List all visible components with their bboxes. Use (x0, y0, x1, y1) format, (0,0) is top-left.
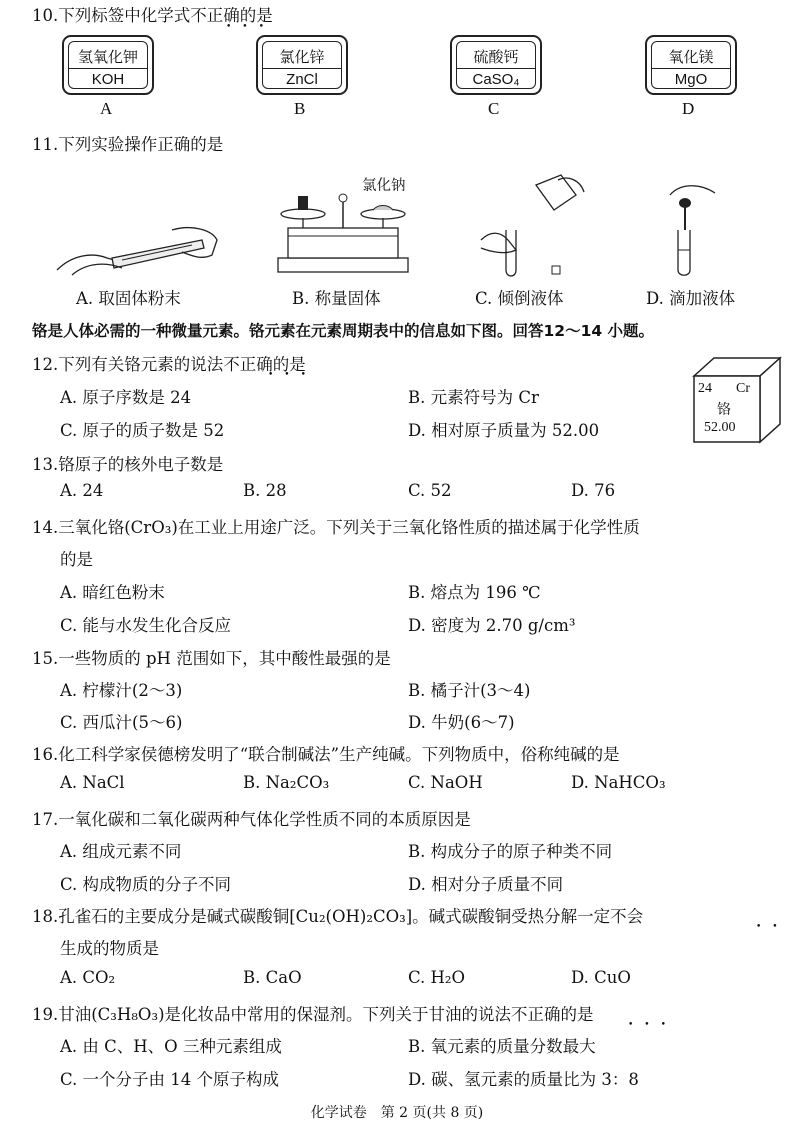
option-letter-b: B (294, 99, 306, 118)
q16-option-b: B. Na₂CO₃ (243, 773, 330, 792)
q18-option-d: D. CuO (571, 968, 631, 987)
pour-liquid-illustration (476, 170, 596, 280)
q19-option-b: B. 氧元素的质量分数最大 (408, 1037, 596, 1056)
q17-option-d: D. 相对分子质量不同 (408, 875, 564, 894)
atomic-mass: 52.00 (704, 420, 736, 435)
question-16-stem: 16.化工科学家侯德榜发明了“联合制碱法”生产纯碱。下列物质中，俗称纯碱的是 (32, 745, 620, 764)
q15-option-b: B. 橘子汁(3～4) (408, 681, 531, 700)
q17-option-c: C. 构成物质的分子不同 (60, 875, 232, 894)
q12-option-a: A. 原子序数是 24 (60, 388, 192, 407)
question-18-stem: 18.孔雀石的主要成分是碱式碳酸铜[Cu₂(OH)₂CO₃]。碱式碳酸铜受热分解一定不会 (32, 907, 644, 926)
q14-option-d: D. 密度为 2.70 g/cm³ (408, 616, 576, 635)
q14-option-a: A. 暗红色粉末 (60, 583, 165, 602)
balance-label: 氯化钠 (362, 178, 406, 194)
option-letter-a: A (100, 99, 113, 118)
q11-option-b: B. 称量固体 (292, 289, 381, 308)
option-letter-c: C (488, 99, 500, 118)
q12-option-c: C. 原子的质子数是 52 (60, 421, 225, 440)
label-b: 氯化锌 ZnCl (256, 35, 348, 95)
q16-option-d: D. NaHCO₃ (571, 773, 666, 792)
q16-option-a: A. NaCl (60, 773, 125, 792)
q19-option-a: A. 由 C、H、O 三种元素组成 (60, 1037, 282, 1056)
emphasis-dot-marks: ••• (226, 22, 275, 32)
label-c: 硫酸钙 CaSO₄ (450, 35, 542, 95)
emphasis-dot-marks: ••• (268, 370, 317, 380)
atomic-number: 24 (698, 381, 712, 396)
emphasis-dot-marks: •• (756, 922, 789, 932)
question-13-stem: 13.铬原子的核外电子数是 (32, 455, 224, 474)
q15-option-a: A. 柠檬汁(2～3) (60, 681, 183, 700)
q16-option-c: C. NaOH (408, 773, 483, 792)
q15-option-c: C. 西瓜汁(5～6) (60, 713, 183, 732)
q12-option-d: D. 相对原子质量为 52.00 (408, 421, 600, 440)
q14-option-c: C. 能与水发生化合反应 (60, 616, 232, 635)
emphasis-dots: 不正确 (190, 6, 240, 25)
element-name: 铬 (717, 402, 731, 418)
q19-option-d: D. 碳、氢元素的质量比为 3：8 (408, 1070, 639, 1089)
page-footer: 化学试卷 第 2 页(共 8 页) (310, 1105, 484, 1121)
q17-option-a: A. 组成元素不同 (60, 842, 182, 861)
emphasis-dot-marks: ••• (628, 1020, 677, 1030)
q13-option-b: B. 28 (243, 481, 287, 500)
q11-option-d: D. 滴加液体 (646, 289, 736, 308)
question-15-stem: 15.一些物质的 pH 范围如下，其中酸性最强的是 (32, 649, 391, 668)
q13-option-d: D. 76 (571, 481, 616, 500)
q11-option-c: C. 倾倒液体 (475, 289, 564, 308)
element-symbol: Cr (736, 381, 750, 396)
question-18-stem-line2: 生成的物质是 (60, 939, 159, 958)
q15-option-d: D. 牛奶(6～7) (408, 713, 515, 732)
q19-option-c: C. 一个分子由 14 个原子构成 (60, 1070, 280, 1089)
section-intro: 铬是人体必需的一种微量元素。铬元素在元素周期表中的信息如下图。回答12～14 小题。 (32, 322, 655, 340)
question-17-stem: 17.一氧化碳和二氧化碳两种气体化学性质不同的本质原因是 (32, 810, 471, 829)
element-cell-chromium (688, 352, 788, 448)
q11-option-a: A. 取固体粉末 (76, 289, 181, 308)
q14-option-b: B. 熔点为 196 ℃ (408, 583, 541, 602)
question-14-stem-line2: 的是 (60, 550, 93, 569)
q18-option-a: A. CO₂ (60, 968, 116, 987)
question-10-stem: 10.下列标签中化学式不正确的是 (32, 6, 273, 25)
q13-option-a: A. 24 (60, 481, 104, 500)
q18-option-b: B. CaO (243, 968, 302, 987)
q13-option-c: C. 52 (408, 481, 452, 500)
powder-scoop-illustration (52, 200, 222, 280)
q18-option-c: C. H₂O (408, 968, 466, 987)
question-19-stem: 19.甘油(C₃H₈O₃)是化妆品中常用的保湿剂。下列关于甘油的说法不正确的是 (32, 1005, 594, 1024)
question-14-stem: 14.三氧化铬(CrO₃)在工业上用途广泛。下列关于三氧化铬性质的描述属于化学性质 (32, 518, 640, 537)
label-d: 氧化镁 MgO (645, 35, 737, 95)
label-a: 氢氧化钾 KOH (62, 35, 154, 95)
option-letter-d: D (682, 99, 695, 118)
question-11-stem: 11.下列实验操作正确的是 (32, 135, 224, 154)
dropper-illustration (660, 175, 740, 280)
question-12-stem: 12.下列有关铬元素的说法不正确的是 (32, 355, 306, 374)
balance-illustration (268, 180, 418, 280)
q12-option-b: B. 元素符号为 Cr (408, 388, 539, 407)
q17-option-b: B. 构成分子的原子种类不同 (408, 842, 613, 861)
